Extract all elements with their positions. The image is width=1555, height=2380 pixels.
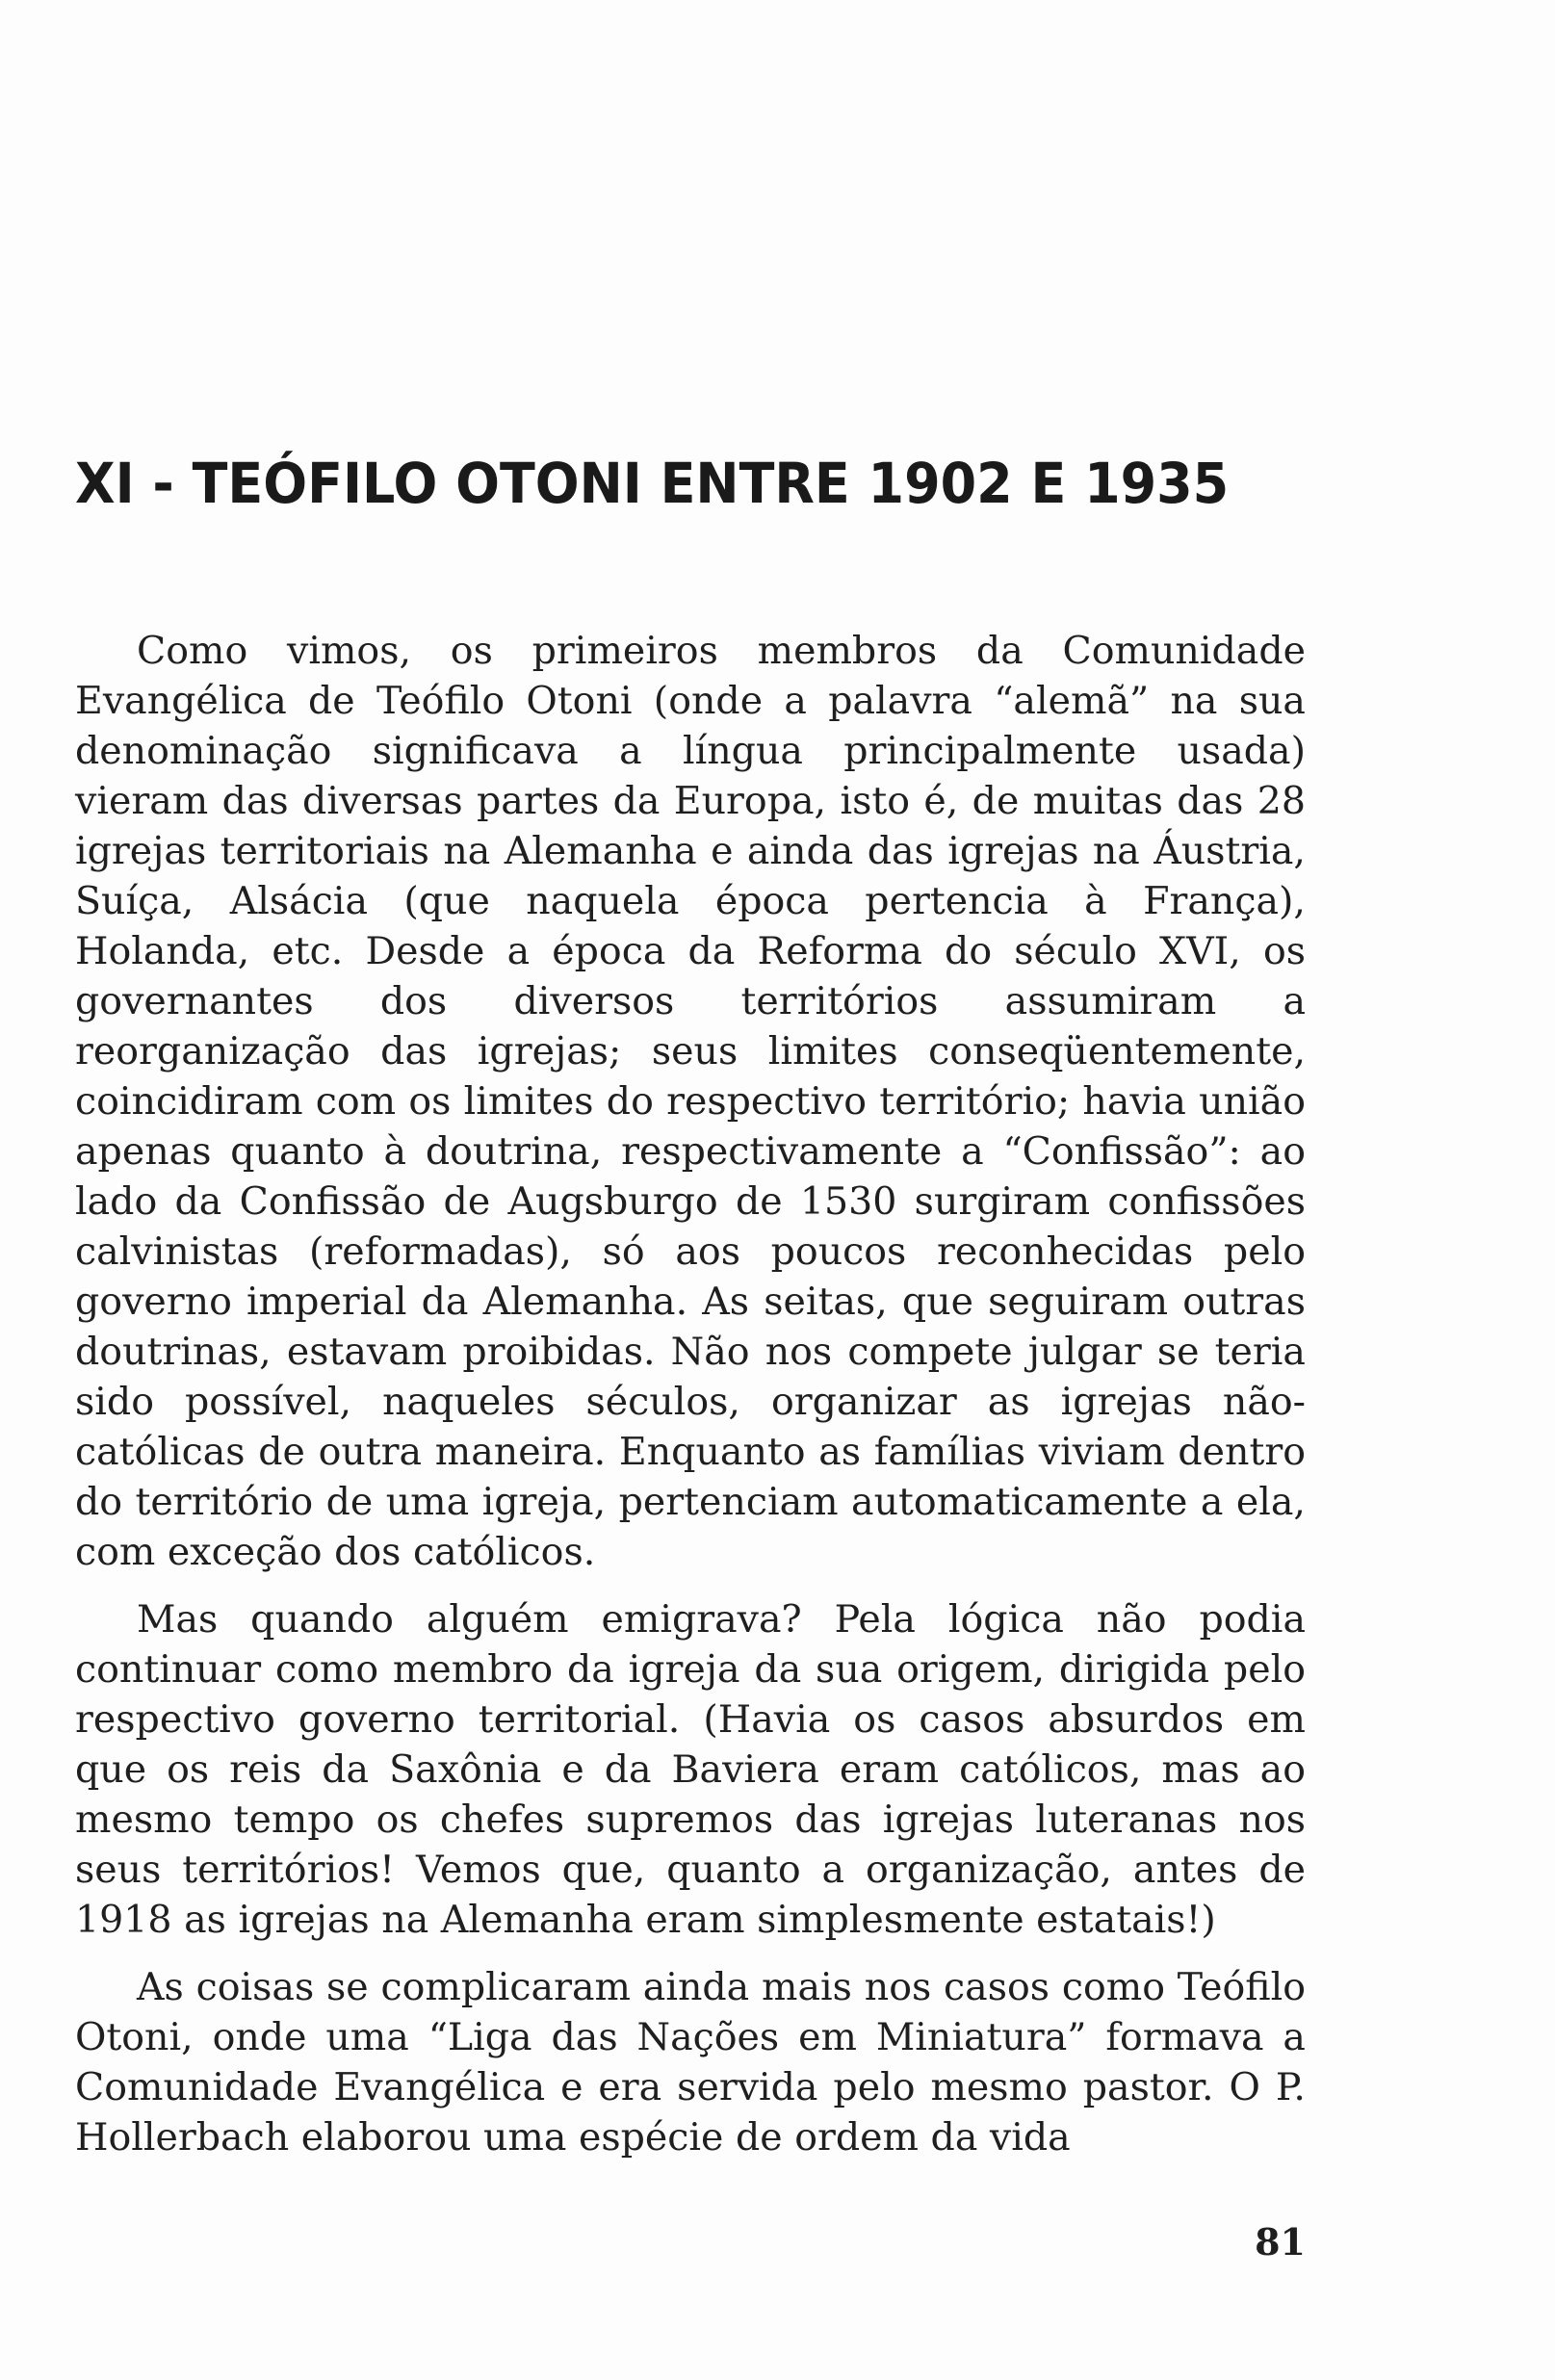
paragraph-2: Mas quando alguém emigrava? Pela lógica não podia continuar como membro da igreja da sua origem, dirigida pelo respectivo governo territorial. (Havia os casos absurdos em que os reis da Saxônia e da Baviera eram católicos, mas ao mesmo tempo os chefes supremos das igrejas luteranas nos seus territórios! Vemos que, quanto a organização, antes de 1918 as igrejas na Alemanha eram simplesmente estatais!) (75, 1597, 1306, 1942)
body-text (75, 626, 1306, 2180)
chapter-title: XI - TEÓFILO OTONI ENTRE 1902 E 1935 (75, 451, 1230, 516)
paragraph-1: Como vimos, os primeiros membros da Comunidade Evangélica de Teófilo Otoni (onde a palavra “alemã” na sua denominação significava a língua principalmente usada) vieram das diversas partes da Europa, isto é, de muitas das 28 igrejas territoriais na Alemanha e ainda das igrejas na Áustria, Suíça, Alsácia (que naquela época pertencia à França), Holanda, etc. Desde a época da Reforma do século XVI, os governantes dos diversos territórios assumiram a reorganização das igrejas; seus limites conseqüentemente, coincidiram com os limites do respectivo território; havia união apenas quanto à doutrina, respectivamente a “Confissão”: ao lado da Confissão de Augsburgo de 1530 surgiram confissões calvinistas (reformadas), só aos poucos reconhecidas pelo governo imperial da Alemanha. As seitas, que seguiram outras doutrinas, estavam proibidas. Não nos compete julgar se teria sido possível, naqueles séculos, organizar as igrejas não-católicas de outra maneira. Enquanto as famílias viviam dentro do território de uma igreja, pertenciam automaticamente a ela, com exceção dos católicos. (75, 629, 1306, 1574)
paragraph-3: As coisas se complicaram ainda mais nos casos como Teófilo Otoni, onde uma “Liga das Nações em Miniatura” formava a Comunidade Evangélica e era servida pelo mesmo pastor. O P. Hollerbach elaborou uma espécie de ordem da vida (75, 1965, 1306, 2160)
page-number: 81 (1255, 2220, 1306, 2264)
